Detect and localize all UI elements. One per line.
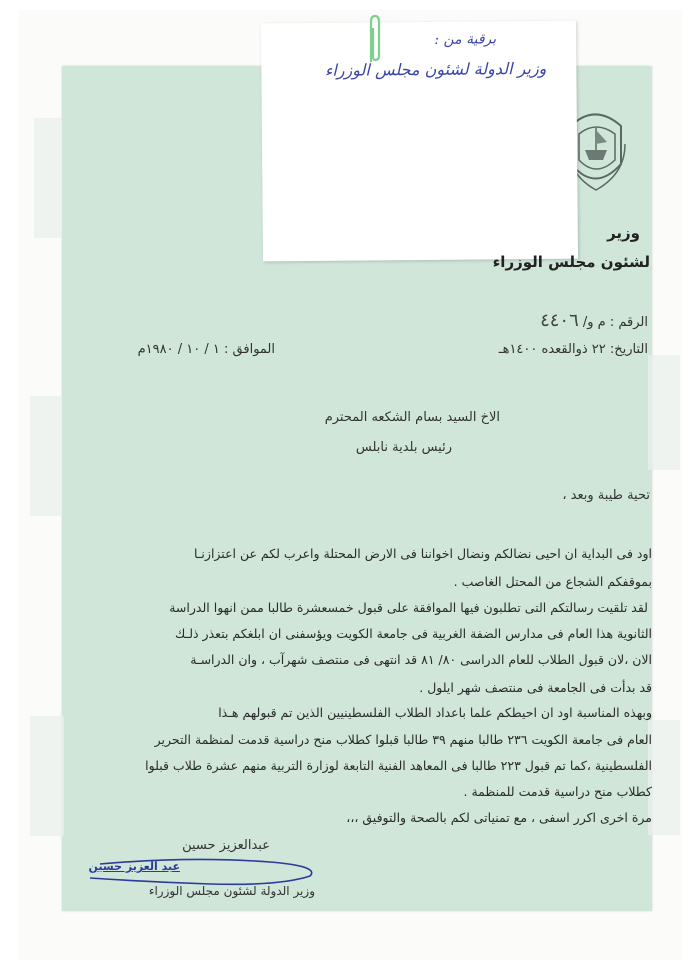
sticky-note (261, 21, 578, 262)
body-line: اود فى البداية ان احيى نضالكم ونضال اخواننا فى الارض المحتلة واعرب لكم عن اعتزازنـا (193, 546, 652, 561)
tape-strip (30, 396, 62, 516)
body-line: مرة اخرى اكرر اسفى ، مع تمنياتى لكم بالصحة والتوفيق ،،، (346, 810, 652, 825)
signature-name: عبدالعزيز حسين (182, 838, 270, 853)
tape-strip (34, 118, 62, 238)
signature-title: وزير الدولة لشئون مجلس الوزراء (148, 884, 315, 898)
body-line: الفلسطينية ،كما تم قبول ٢٢٣ طالبا فى المعاهد الفنية التابعة لوزارة التربية منهم عشرة طلاب قبلوا (145, 758, 652, 773)
body-line: الثانوية هذا العام فى مدارس الضفة الغربية فى جامعة الكويت ويؤسفنى ان ابلغكم بتعذر ذلـك (175, 626, 652, 641)
body-line: قد بدأت فى الجامعة فى منتصف شهر ايلول . (419, 680, 652, 695)
body-line: لقد تلقيت رسالتكم التى تطلبون فيها الموافقة على قبول خمسعشرة طالبا ممن انهوا الدراسة (169, 600, 648, 615)
reference-number: ٤٤٠٦ (540, 310, 579, 331)
body-line: كطلاب منح دراسية قدمت للمنظمة . (463, 784, 652, 799)
body-line: العام فى جامعة الكويت ٢٣٦ طالبا منهم ٣٩ طالبا قبلوا كطلاب منح دراسية قدمت لمنظمة التحرير (154, 732, 652, 747)
reference-label-text: الرقم : م و/ (582, 315, 648, 330)
body-line: بموقفكم الشجاع من المحتل الغاصب . (453, 574, 652, 589)
tape-strip (648, 720, 680, 835)
tape-strip (648, 355, 680, 470)
recipient-title: رئيس بلدية نابلس (355, 440, 452, 455)
note-line-1: برقية من : (434, 31, 497, 48)
greeting: تحية طيبة وبعد ، (562, 488, 650, 503)
letterhead-subtitle: لشئون مجلس الوزراء (492, 253, 650, 271)
signature-stamp: عبد العزيز حسين (88, 860, 180, 873)
letterhead-title: وزير (607, 224, 640, 242)
body-line: الان ،لان قبول الطلاب للعام الدراسى ٨٠/ ٨١ قد انتهى فى منتصف شهرآب ، وان الدراسـة (190, 652, 652, 667)
date-gregorian: الموافق : ١ / ١٠ / ١٩٨٠م (137, 342, 275, 357)
paper-clip-icon (368, 14, 382, 66)
tape-strip (30, 716, 64, 836)
date-hijri: التاريخ: ٢٢ ذوالقعده ١٤٠٠هـ (498, 342, 648, 357)
recipient-name: الاخ السيد بسام الشكعه المحترم (324, 410, 500, 425)
note-line-2: وزير الدولة لشئون مجلس الوزراء (324, 58, 547, 80)
reference-label (540, 310, 648, 331)
body-line: وبهذه المناسبة اود ان احيطكم علما باعداد الطلاب الفلسطينيين الذين تم قبولهم هـذا (218, 705, 652, 720)
